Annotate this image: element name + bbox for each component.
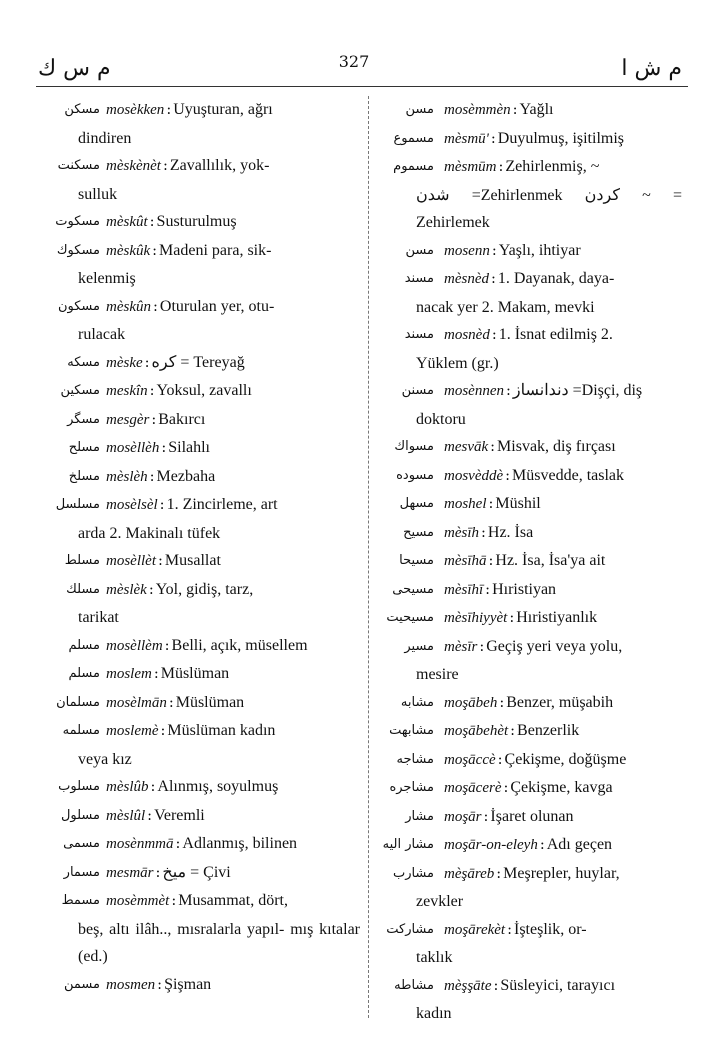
entry-arabic: مسيحى [392, 581, 434, 597]
entry-arabic: مشابهت [389, 723, 434, 738]
entry-separator: : [149, 383, 155, 399]
entry-separator: : [171, 893, 177, 909]
entry-separator: : [168, 694, 174, 711]
dictionary-entry [380, 746, 682, 775]
entry-headword: mosèlmān [106, 694, 167, 711]
entry-separator: : [505, 467, 511, 484]
entry-definition-continuation: doktoru [416, 410, 466, 428]
entry-headword: moshel [444, 496, 487, 512]
entry-headword: mèsnèd [444, 271, 489, 287]
entry-definition: Hz. İsa [487, 523, 534, 541]
entry-arabic: مسلمان [56, 694, 100, 710]
entry-arabic: مسنن [401, 383, 434, 398]
dictionary-entry [380, 803, 682, 832]
entry-separator: : [491, 271, 496, 287]
entry-definition: Geçiş yeri veya yolu, [486, 637, 623, 655]
entry-separator: : [488, 553, 494, 569]
dictionary-entry [46, 717, 360, 773]
dictionary-entry [46, 96, 360, 152]
entry-separator: : [149, 214, 155, 230]
entry-arabic: مسكوت [55, 214, 100, 229]
entry-definition-continuation: tarikat [78, 609, 119, 626]
entry-definition: Meşrepler, huylar, [503, 864, 620, 882]
entry-definition-continuation: Yüklem (gr.) [416, 354, 499, 372]
entry-separator: : [147, 807, 153, 824]
entry-headword: mosènmmā [106, 836, 174, 852]
entry-separator: : [153, 666, 159, 682]
entry-headword: mesvāk [444, 439, 489, 455]
entry-definition-continuation: taklık [416, 949, 453, 966]
entry-arabic: مشاجره [389, 780, 434, 795]
entry-definition-continuation: mesire [416, 666, 459, 683]
entry-definition-continuation: beş, altı ilâh.., mısralarla yapıl- mış kıtalar (ed.) [78, 920, 360, 965]
entry-definition: Şişman [164, 975, 212, 993]
entry-headword: mèşāreb [444, 865, 495, 882]
entry-arabic: مسمار [63, 864, 100, 880]
dictionary-entry [46, 463, 360, 492]
entry-definition-continuation: rulacak [78, 326, 126, 343]
entry-definition: Misvak, diş fırçası [497, 438, 616, 455]
entry-separator: : [149, 468, 155, 485]
dictionary-entry [46, 971, 360, 1000]
dictionary-entry [46, 773, 360, 802]
entry-arabic: مسلمه [62, 723, 100, 738]
dictionary-entry [380, 717, 682, 746]
entry-headword: moşābehèt [444, 723, 509, 739]
entry-headword: mèsīr [444, 638, 478, 655]
entry-separator: : [175, 836, 181, 852]
entry-arabic: مسمى [63, 836, 100, 851]
entry-separator: : [503, 780, 509, 796]
entry-definition: ميخ = Çivi [162, 863, 231, 881]
entry-headword: mèsmūm [444, 159, 497, 175]
entry-headword: mosèllèm [106, 637, 163, 654]
entry-separator: : [150, 779, 156, 795]
entry-arabic: مسهل [399, 496, 434, 511]
entry-separator: : [496, 865, 502, 882]
entry-headword: mèskènèt [106, 158, 161, 174]
entry-headword: mèslèh [106, 468, 148, 485]
dictionary-entry [380, 860, 682, 916]
entry-arabic: مسمن [64, 976, 100, 992]
entry-headword: mosnèd [444, 327, 490, 343]
entry-arabic: مسلط [64, 553, 100, 568]
entry-headword: mèsmū' [444, 130, 489, 147]
dictionary-entry [46, 859, 360, 888]
page-header [0, 0, 708, 90]
entry-definition: Zehirlenmiş, ~ [505, 158, 600, 175]
entry-arabic: مسلم [68, 637, 100, 653]
entry-definition: Veremli [154, 806, 205, 824]
dictionary-entry [46, 887, 360, 971]
header-right-arabic: م ش ا [621, 56, 682, 81]
entry-definition: Yol, gidiş, tarz, [155, 580, 254, 598]
dictionary-entry [46, 293, 360, 349]
entry-arabic: مسموم [393, 159, 434, 174]
dictionary-entry [46, 208, 360, 237]
dictionary-entry [380, 321, 682, 377]
entry-definition: Belli, açık, müsellem [171, 636, 308, 654]
dictionary-entry [46, 349, 360, 378]
entry-separator: : [483, 808, 489, 825]
dictionary-entry [46, 377, 360, 406]
entry-headword: moşāccè [444, 751, 496, 768]
entry-separator: : [152, 242, 158, 259]
entry-definition: Hz. İsa, İsa'ya ait [495, 552, 606, 569]
entry-headword: moşār-on-eleyh [444, 837, 538, 853]
entry-separator: : [485, 581, 491, 598]
dictionary-entry [46, 802, 360, 831]
entry-headword: mosèmmèn [444, 102, 511, 118]
entry-separator: : [490, 130, 496, 147]
dictionary-entry [46, 491, 360, 547]
entry-arabic: مشار اليه [382, 837, 434, 852]
entry-separator: : [148, 581, 154, 598]
entry-definition: كره = Tereyağ [151, 353, 245, 371]
entry-arabic: مشار [405, 808, 434, 824]
dictionary-entry [46, 689, 360, 718]
entry-headword: mosèlsèl [106, 497, 158, 513]
entry-definition: Bakırcı [158, 410, 206, 428]
dictionary-entry [380, 433, 682, 462]
entry-definition-continuation: kelenmiş [78, 270, 136, 287]
entry-arabic: مسلك [66, 581, 100, 597]
entry-headword: mosèkken [106, 102, 165, 118]
entry-definition-continuation: شدن =Zehirlenmek كردن ~ = Zehirlemek [416, 186, 682, 231]
dictionary-entry [380, 916, 682, 972]
entry-separator: : [158, 553, 163, 569]
dictionary-entry [380, 831, 682, 860]
entry-arabic: مشابه [400, 694, 434, 710]
entry-definition: Mezbaha [156, 467, 216, 485]
entry-definition: Müsvedde, taslak [512, 466, 625, 484]
entry-definition: İşaret olunan [490, 807, 574, 825]
dictionary-entry [380, 490, 682, 519]
dictionary-entry [380, 547, 682, 576]
entry-separator: : [497, 751, 503, 768]
entry-definition: Benzer, müşabih [506, 693, 614, 711]
dictionary-entry [380, 774, 682, 803]
entry-separator: : [160, 723, 166, 739]
dictionary-entry [380, 237, 682, 266]
dictionary-entry [380, 462, 682, 491]
entry-definition: Müshil [495, 495, 541, 512]
entry-definition: Müslüman [160, 665, 230, 682]
entry-headword: moşābeh [444, 694, 498, 711]
entry-definition: Hıristiyanlık [516, 609, 598, 626]
entry-separator: : [162, 158, 168, 174]
entry-definition: Musallat [164, 552, 221, 569]
entry-arabic: مسلح [68, 440, 100, 455]
entry-separator: : [159, 497, 165, 513]
right-column [380, 96, 682, 1028]
entry-headword: moslem [106, 666, 152, 682]
entry-arabic: مسگر [67, 411, 100, 427]
entry-arabic: مسلسل [55, 497, 100, 512]
entry-headword: mèsīhā [444, 553, 487, 569]
entry-arabic: مسلم [68, 666, 100, 681]
dictionary-entry [46, 547, 360, 576]
entry-arabic: مسند [404, 271, 434, 286]
entry-definition: Benzerlik [517, 722, 580, 739]
entry-arabic: مشاركت [386, 921, 434, 937]
entry-definition: Müslüman [175, 693, 245, 711]
entry-headword: mosèmmèt [106, 893, 170, 909]
entry-definition: Duyulmuş, işitilmiş [497, 129, 625, 147]
entry-arabic: مسكوك [56, 242, 100, 258]
entry-headword: mèslèk [106, 581, 147, 598]
dictionary-entry [46, 434, 360, 463]
entry-arabic: مسكه [67, 354, 100, 370]
entry-arabic: مسن [405, 102, 434, 117]
dictionary-entry [46, 576, 360, 632]
entry-arabic: مشاجه [396, 751, 434, 767]
entry-headword: mosèllèh [106, 440, 160, 456]
entry-arabic: مسير [404, 638, 434, 654]
header-left-arabic: م س ك [38, 56, 111, 81]
entry-definition-continuation: zevkler [416, 893, 464, 910]
entry-headword: mèslûb [106, 779, 149, 795]
entry-definition-continuation: nacak yer 2. Makam, mevki [416, 298, 595, 316]
entry-arabic: مسيحا [399, 553, 434, 568]
entry-separator: : [507, 921, 512, 938]
entry-arabic: مسكون [57, 298, 100, 314]
entry-definition: İşteşlik, or- [513, 920, 587, 938]
entry-definition: Hıristiyan [492, 580, 557, 598]
entry-definition: Alınmış, soyulmuş [157, 778, 279, 795]
entry-arabic: مسند [404, 327, 434, 342]
entry-definition: Zavallılık, yok- [169, 157, 270, 174]
dictionary-entry [380, 576, 682, 605]
entry-headword: mèskût [106, 214, 148, 230]
entry-definition-continuation: arda 2. Makinalı tüfek [78, 524, 221, 542]
entry-arabic: مسيحيت [386, 610, 434, 625]
entry-arabic: مسيح [403, 524, 434, 540]
entry-headword: mosènnen [444, 383, 504, 399]
entry-separator: : [491, 327, 497, 343]
entry-separator: : [490, 439, 496, 455]
dictionary-entry [380, 265, 682, 321]
dictionary-entry [380, 519, 682, 548]
entry-arabic: مسكن [64, 102, 100, 117]
dictionary-entry [380, 689, 682, 718]
entry-separator: : [164, 637, 170, 654]
entry-headword: moslemè [106, 723, 159, 739]
entry-arabic: مشاطه [394, 977, 434, 993]
entry-definition: Çekişme, doğüşme [504, 750, 627, 768]
dictionary-entry [380, 125, 682, 154]
entry-definition: Müslüman kadın [167, 722, 276, 739]
entry-headword: mèşşāte [444, 977, 492, 994]
entry-arabic: مسمط [61, 893, 100, 908]
entry-separator: : [479, 638, 485, 655]
entry-separator: : [506, 383, 511, 399]
entry-definition-continuation: sulluk [78, 185, 118, 203]
dictionary-entry [46, 660, 360, 689]
entry-separator: : [498, 159, 504, 175]
dictionary-entry [46, 406, 360, 435]
entry-headword: mèsīh [444, 524, 479, 541]
entry-separator: : [144, 354, 150, 371]
entry-definition: Süsleyici, tarayıcı [500, 976, 616, 994]
entry-arabic: مشارب [392, 865, 434, 881]
entry-definition: Adı geçen [546, 836, 613, 853]
entry-definition: Uyuşturan, ağrı [173, 101, 273, 118]
entry-headword: meskîn [106, 383, 148, 399]
entry-arabic: مسواك [394, 439, 434, 454]
entry-definition: 1. İsnat edilmiş 2. [498, 326, 613, 343]
entry-separator: : [539, 837, 545, 853]
entry-definition: Madeni para, sik- [159, 241, 272, 259]
entry-arabic: مسلوب [58, 779, 100, 794]
entry-separator: : [510, 723, 516, 739]
entry-separator: : [157, 976, 163, 993]
entry-definition-continuation: dindiren [78, 129, 132, 147]
dictionary-entry [380, 633, 682, 689]
dictionary-entry [380, 377, 682, 433]
entry-headword: mèsīhiyyèt [444, 610, 508, 626]
entry-definition: Oturulan yer, otu- [159, 297, 275, 315]
dictionary-entry [46, 237, 360, 293]
header-rule [36, 86, 688, 87]
entry-headword: mosvèddè [444, 467, 504, 484]
entry-separator: : [151, 411, 157, 428]
entry-arabic: مسكنت [57, 158, 100, 173]
entry-definition: دندانساز =Dişçi, diş [512, 382, 643, 399]
entry-definition: Musammat, dört, [178, 892, 288, 909]
entry-headword: moşār [444, 808, 482, 825]
entry-separator: : [493, 977, 499, 994]
entry-definition-continuation: kadın [416, 1005, 452, 1022]
entry-headword: mèsīhī [444, 581, 484, 598]
entry-separator: : [509, 610, 515, 626]
dictionary-entry [380, 153, 682, 237]
entry-definition: Adlanmış, bilinen [182, 835, 298, 852]
entry-arabic: مسلخ [68, 468, 100, 484]
entry-separator: : [161, 440, 167, 456]
entry-separator: : [481, 524, 486, 541]
left-column [46, 96, 360, 999]
entry-separator: : [153, 298, 158, 315]
entry-separator: : [488, 496, 494, 512]
entry-definition: Yoksul, zavallı [156, 382, 252, 399]
entry-separator: : [155, 864, 161, 881]
entry-headword: mosèllèt [106, 553, 156, 569]
entry-arabic: مسكين [60, 383, 100, 398]
dictionary-entry [46, 152, 360, 208]
entry-arabic: مسوده [396, 467, 434, 483]
entry-definition: 1. Dayanak, daya- [497, 270, 615, 287]
entry-definition: Yağlı [519, 101, 554, 118]
entry-headword: mèske [106, 354, 143, 371]
entry-headword: mesgèr [106, 411, 150, 428]
dictionary-entry [380, 972, 682, 1028]
dictionary-entry [380, 604, 682, 633]
entry-headword: mesmār [106, 864, 154, 881]
entry-separator: : [512, 102, 518, 118]
entry-arabic: مسلول [60, 807, 100, 823]
entry-separator: : [491, 242, 497, 259]
entry-separator: : [166, 102, 172, 118]
entry-separator: : [499, 694, 505, 711]
entry-headword: mosmen [106, 976, 156, 993]
dictionary-entry [46, 830, 360, 859]
entry-definition: Çekişme, kavga [510, 779, 613, 796]
dictionary-entry [46, 632, 360, 661]
dictionary-entry [380, 96, 682, 125]
entry-headword: mèskûn [106, 298, 151, 315]
entry-headword: mèslûl [106, 807, 146, 824]
entry-definition-continuation: veya kız [78, 750, 132, 768]
entry-definition: Yaşlı, ihtiyar [498, 241, 581, 259]
column-divider [368, 96, 369, 1018]
entry-definition: 1. Zincirleme, art [166, 496, 278, 513]
entry-headword: mèskûk [106, 242, 151, 259]
page-number: 327 [338, 52, 370, 71]
entry-definition: Silahlı [168, 439, 210, 456]
entry-headword: mosenn [444, 242, 490, 259]
entry-arabic: مسن [405, 242, 434, 258]
entry-headword: moşācerè [444, 780, 502, 796]
entry-headword: moşārekèt [444, 921, 506, 938]
entry-definition: Susturulmuş [156, 213, 237, 230]
entry-arabic: مسموع [393, 130, 434, 146]
